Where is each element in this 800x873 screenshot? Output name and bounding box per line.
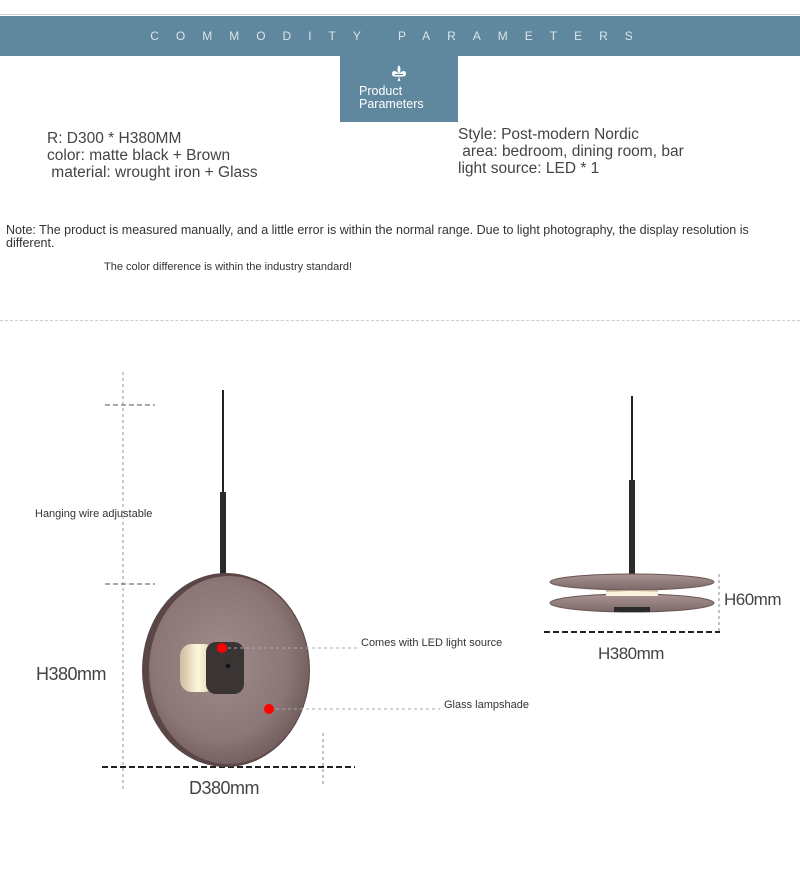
side-rod [629, 480, 635, 577]
spec-area: area: bedroom, dining room, bar [458, 143, 684, 160]
side-upper-disc [550, 574, 714, 590]
side-led-gap [606, 592, 658, 596]
badge-label-line2: Parameters [359, 97, 424, 111]
front-diameter-label: D380mm [189, 778, 260, 798]
wire-callout-label: Hanging wire adjustable [35, 508, 153, 520]
led-marker-dot [217, 643, 227, 653]
side-bottom-cap [614, 607, 650, 612]
shade-marker-dot [264, 704, 274, 714]
banner-title: COMMODITY PARAMETERS [150, 29, 650, 43]
front-center-screw [226, 664, 230, 668]
spec-size: R: D300 * H380MM [47, 130, 182, 147]
front-height-label: H380mm [36, 664, 107, 684]
color-difference-note: The color difference is within the industry standard! [104, 261, 353, 273]
led-callout-label: Comes with LED light source [361, 637, 503, 649]
side-width-label: H380mm [598, 644, 664, 663]
front-rod [220, 492, 226, 587]
spec-color: color: matte black + Brown [47, 147, 231, 164]
badge-label-line1: Product [359, 84, 403, 98]
spec-style: Style: Post-modern Nordic [458, 126, 639, 143]
shade-callout-label: Glass lampshade [444, 699, 529, 711]
spec-light-source: light source: LED * 1 [458, 160, 600, 177]
spec-material: material: wrought iron + Glass [47, 164, 258, 181]
measurement-note: Note: The product is measured manually, and a little error is within the normal range. Due to light photography, the display resolution is different. [6, 223, 749, 250]
side-height-label: H60mm [724, 590, 782, 609]
